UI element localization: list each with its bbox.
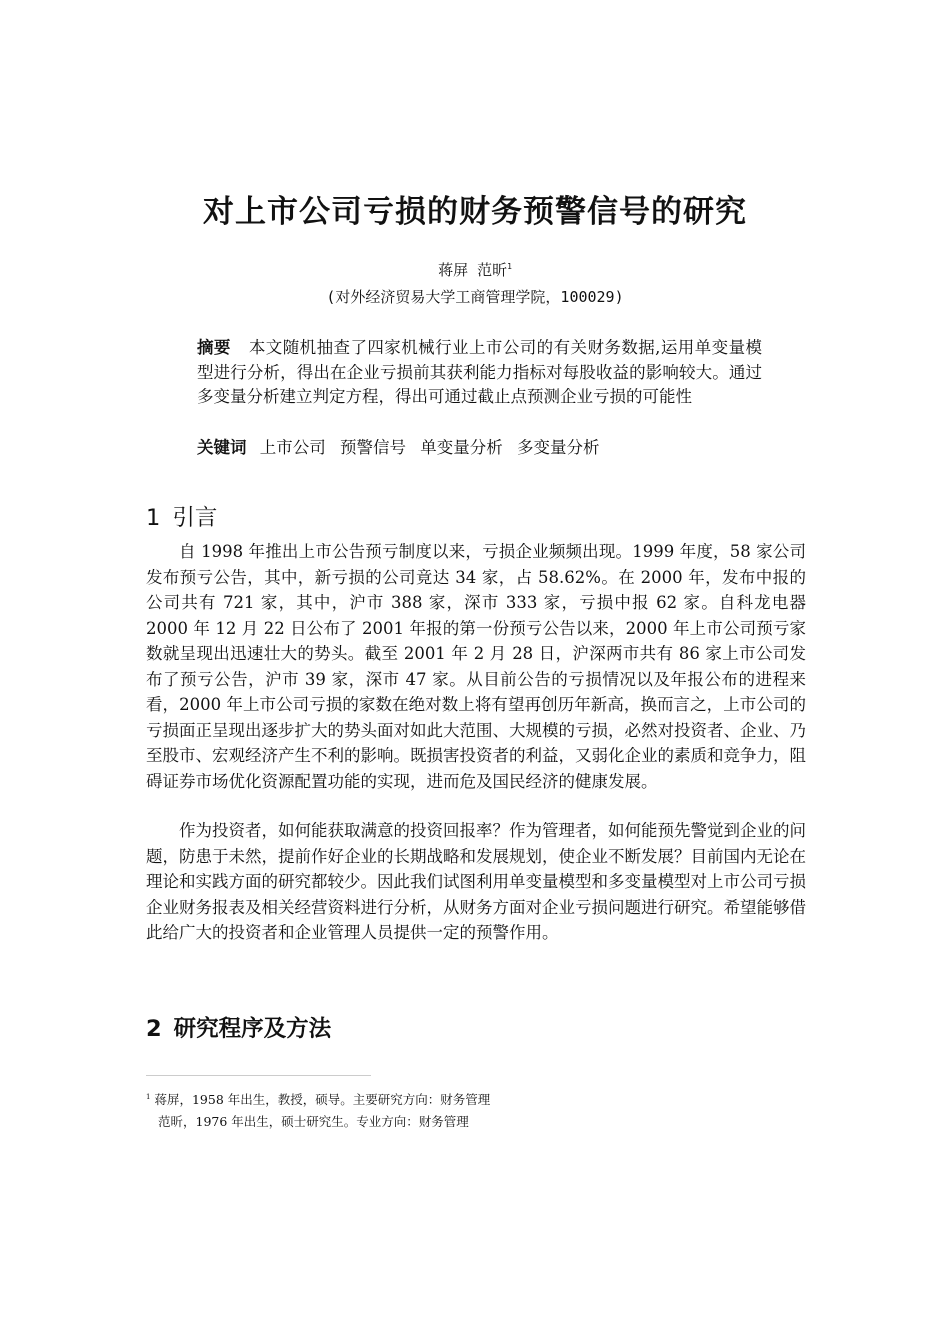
section-heading-introduction	[146, 500, 217, 532]
section-number: 2	[146, 1016, 162, 1042]
section-title: 研究程序及方法	[173, 1016, 332, 1042]
author-footnote-mark: 1	[507, 262, 512, 271]
affiliation: (对外经济贸易大学工商管理学院，100029)	[326, 288, 624, 306]
footnote-line: 范昕，1976 年出生，硕士研究生。专业方向：财务管理	[158, 1114, 469, 1129]
footnote-mark: 1	[146, 1093, 151, 1101]
abstract-text: 本文随机抽查了四家机械行业上市公司的有关财务数据,运用单变量模型进行分析，得出在企业亏损前其获利能力指标对每股收益的影响较大。通过多变量分析建立判定方程，得出可通过截止点预测企业亏损的可能性	[197, 338, 762, 406]
footnote-text: 蒋屏，1958 年出生，教授，硕导。主要研究方向：财务管理	[154, 1092, 491, 1107]
section-title: 引言	[172, 505, 218, 531]
footnote-divider	[146, 1075, 371, 1076]
paper-title: 对上市公司亏损的财务预警信号的研究	[203, 194, 747, 230]
footnote-line	[146, 1088, 806, 1109]
author-names: 蒋屏 范昕	[438, 261, 508, 279]
abstract-block	[197, 336, 762, 410]
author-line	[0, 259, 950, 280]
abstract-label: 摘要	[197, 338, 231, 357]
keyword-item: 上市公司	[259, 438, 326, 457]
keyword-item: 多变量分析	[517, 438, 600, 457]
body-paragraph: 作为投资者，如何能获取满意的投资回报率？作为管理者，如何能预先警觉到企业的问题，防患于未然，提前作好企业的长期战略和发展规划，使企业不断发展？目前国内无论在理论和实践方面的研究都较少。因此我们试图利用单变量模型和多变量模型对上市公司亏损企业财务报表及相关经营资料进行分析，从财务方面对企业亏损问题进行研究。希望能够借此给广大的投资者和企业管理人员提供一定的预警作用。	[146, 821, 806, 942]
keyword-item: 单变量分析	[420, 438, 503, 457]
keywords-label: 关键词	[197, 438, 247, 457]
section-number: 1	[146, 505, 161, 531]
section-heading-methods	[146, 1011, 331, 1043]
keyword-item: 预警信号	[340, 438, 406, 457]
keywords-block	[197, 436, 762, 461]
body-paragraph: 自 1998 年推出上市公告预亏制度以来，亏损企业频频出现。1999 年度，58 家公司发布预亏公告，其中，新亏损的公司竟达 34 家，占 58.62%。在 2000 年，发布中报的公司共有 721 家，其中，沪市 388 家，深市 333 家，亏损中报 62 家。自科龙电器 2000 年 12 月 22 日公布了 2001 年报的第一份预亏公告以来，2000 年上市公司预亏家数就呈现出迅速壮大的势头。截至 2001 年 2 月 28 日，沪深两市共有 86 家上市公司发布了预亏公告，沪市 39 家，深市 47 家。从目前公告的亏损情况以及年报公布的进程来看，2000 年上市公司亏损的家数在绝对数上将有望再创历年新高，换而言之，上市公司的亏损面正呈现出逐步扩大的势头面对如此大范围、大规模的亏损，必然对投资者、企业、乃至股市、宏观经济产生不利的影响。既损害投资者的利益，又弱化企业的素质和竞争力，阻碍证券市场优化资源配置功能的实现，进而危及国民经济的健康发展。	[146, 542, 806, 791]
